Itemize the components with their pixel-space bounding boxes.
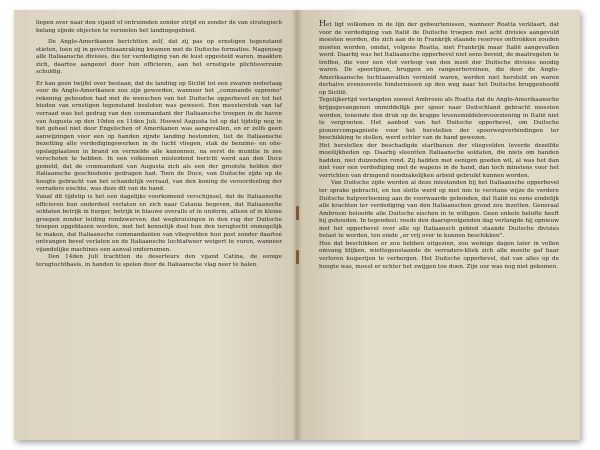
staple-bottom [296,250,299,264]
dropcap: H [319,19,326,28]
left-paragraph-2: De Anglo-Amerikanen berichtten zelf, dat zij pas op ernstigen tegenstand stieten, toen zij in gevechtsaanraking kwamen met de Duitsche formaties. Nagenoeg alle Italiaansche divisies, die ter verdediging van de kust opgesteld waren, maakten zich, daartoe aangezet door hun officieren, aan het ernstigste plichtsverzuim schuldig. [36,39,282,76]
right-page [297,10,580,440]
left-page-text [36,20,282,270]
left-page [14,10,297,440]
staple-top [296,206,299,220]
left-paragraph-3: Er kan geen twijfel over bestaan, dat de landing op Sicilië tot een zwaren nederlaag voor de Anglo-Amerikanen zou zijn geworden, wanneer het „commando supremo" rekening gehouden had met de wenschen van het Duitsche opperbevel en tot het bieden van ernstigen tegenstand besloten was geweest. Een meesterstuk van laf verraad was het gedrag van den commandant der Italiaansche troepen in de haven van Augusta op den 10den en 11den Juli. Hoewel Augusta tot op dat tijdstip nog in het geheel niet door Engelschen of Amerikanen was aangevallen, en er zelfs geen aanwijzingen voor een op handen zijnde landing bestonden, liet de Italiaansche bezetting alle verdedigingswerken in de lucht vliegen, stak de benzine- en olie-opslagplaatsen in brand en vernielde alle kanonnen, na eerst de munitie in zee verschoten te hebben. In een volkomen misleidend bericht werd aan den Duce gemeld, dat de commandant van Augusta zich als een der grootste helden der Italiaansche geschiedenis gedragen had. Toen de Duce, van Duitsche zijde op de hoogte gebracht van het schandelijk verraad, van den koning de veroordeeling der verraders eischte, was deze dit van de hand. [36,80,282,193]
booklet-spread [14,10,580,440]
left-paragraph-4: Vanaf dit tijdstip is het een dagelijks voorkomend verschijnsel, dat de Italiaansche officieren hun onderdeel verlaten en zich naar Catania begeven, dat Italiaansche soldaten betrijk in burger, betrijk in blauwe overalls of in uniform, alleen of in kleine groepen zonder leiding rondzwerven, dat wegkruisingen in den rug der Duitsche troepen opgeblazen worden, met het kennelijk doel hun den terugtocht onmogelijk te maken, dat Italiaansche commandanten van vliegvelden hun post zonder daartoe ontvangen bevel verlaten en de Italiaansche luchtafweer weigert te vuren, wanneer vijandelijke machines een aanval ondernemen. [36,194,282,253]
right-paragraph-2: Tegelijkertijd verlangden zoowel Ambrosio als Roatta dat de Anglo-Amerikaansche krijgsgevangenen onmiddellijk per spoor naar Duitschland gebracht moesten worden, teneinde den druk op de krappe levensmiddelenvoorziening in Italië niet te vergrooten. Het aanbod van het Duitsche opperbevel, om Duitsche pioniercompagnieën voor het herstellen der spoorwegverbindingen ter beschikking te stellen, werd echter van de hand gewezen. [319,97,559,142]
right-paragraph-1 [319,20,559,97]
right-paragraph-4: Van Duitsche zijde werden al deze misstanden bij het Italiaansche opperbevel ter sprake gebracht, en ten slotte werd op niet mis te verstane wijze de verdere Duitsche hulpverleening aan de voorwaarde gebonden, dat Italië nu eens eindelijk alle krachten ter verdediging van den Italiaanschen grond zou inzetten. Generaal Ambrosio beloofde alle Duitsche eischen in te willigen. Geen enkele belofte heeft hij gehouden. In tegendeel: reeds den daaropvolgenden dag verlangde hij opnieuw met het opperbevel over alle op Italiaansch gebied staande Duitsche divisies belast te worden, ten einde „er vrij over te kunnen beschikken". [319,180,559,240]
left-paragraph-1: liepen over naar den vijand of ontruimden zonder strijd en zonder de van strategisch belang zijnde objecten te vernielen het landingsgebied. [36,20,282,34]
left-paragraph-5: Den 14den Juli trachtten de deserteurs den vijand Catina, de eenige terugtochtbasis, in handen te spelen door de Italiaansche vlag neer te halen. [36,254,282,268]
right-paragraph-3: Het herstellen der beschadigde startbanen der vliegvelden leverde dezelfde moeilijkheden op. Daarbij sleentten Italiaansche soldaten, die niets om handen hadden, niet duizenden rond. Zij hadden met eenigen goeden wil, al was het dan niet voor een verdediging met de wapens in de hand, dan toch minstens voor het verrichten van dringend noodzakelijken arbeid gebruikt kunnen worden. [319,142,559,179]
book-gutter [292,10,302,440]
right-page-text [319,20,559,271]
right-paragraph-5: Hoe dat beschikken er zou hebben uitgezien, zou weinige dagen later in vollen omvang blijken, wiettegenstaande de verraders-kliek zich alle moeite gaf haar verloren kuiperijen te verbergen. Het Duitsche opperbevel, dat van alles op de hoogte was, moest er echter het zwijgen toe doen. Zijn uur was nog niet gekomen. [319,240,559,270]
right-paragraph-1-text: et ligt volkomen in de lijn der gebeurtenissen, wanneer Roatta verklaart, dat voor de verdediging van Italië de Duitsche troepen met acht divisies aangevuld moesten worden, die zich aan de in Frankrijk staande reserves onttrokken zouden moeten worden, omdat, volgens Roatta, niet Frankrijk maar Italië aangevallen werd. Daarbij was het Italiaansche opperbevel niet eens bereid, de maatregelen te treffen, die voor een vlot verloop van den inzet der Duitsche divisies noodig waren. De spoorlijnen, bruggen en rangeerterreinen, die door de Anglo-Amerikaansche luchtaanvallen vernield waren, werden niet hersteld en waren derhalve evenzoovele hindernissen op den weg naar het Duitsche bruggenhoofd op Sicilië. [319,22,559,96]
